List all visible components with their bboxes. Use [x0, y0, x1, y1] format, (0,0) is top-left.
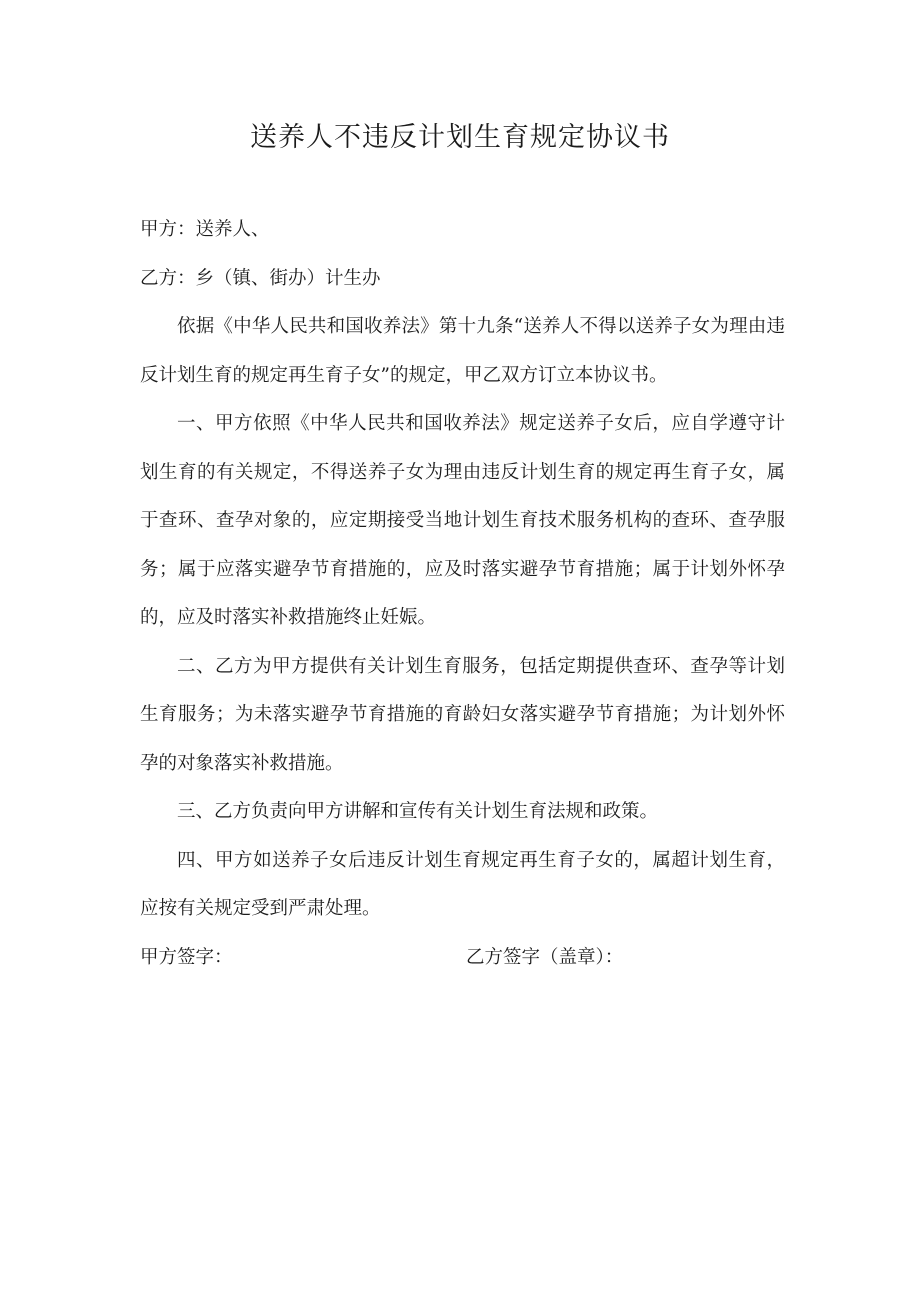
clause-3-paragraph: 三、乙方负责向甲方讲解和宣传有关计划生育法规和政策。: [177, 801, 659, 822]
clause-2-paragraph: 二、乙方为甲方提供有关计划生育服务，包括定期提供查环、查孕等计划生育服务；为未落实避孕节育措施的育龄妇女落实避孕节育措施；为计划外怀孕的对象落实补救措施。: [140, 655, 785, 774]
document-body: [140, 206, 785, 982]
party-b-signature-label: 乙方签字（盖章）：: [466, 946, 624, 968]
clause-1-paragraph: 一、甲方依照《中华人民共和国收养法》规定送养子女后，应自学遵守计划生育的有关规定，不得送养子女为理由违反计划生育的规定再生育子女，属于查环、查孕对象的，应定期接受当地计划生育技术服务机构的查环、查孕服务；属于应落实避孕节育措施的，应及时落实避孕节育措施；属于计划外怀孕的，应及时落实补救措施终止妊娠。: [140, 413, 785, 628]
party-b-line: 乙方：乡（镇、街办）计生办: [140, 267, 381, 289]
document-title: 送养人不违反计划生育规定协议书: [250, 122, 670, 153]
signature-row: [140, 934, 785, 983]
preamble-paragraph: 依据《中华人民共和国收养法》第十九条“送养人不得以送养子女为理由违反计划生育的规定再生育子女”的规定，甲乙双方订立本协议书。: [140, 316, 785, 386]
clause-4-paragraph: 四、甲方如送养子女后违反计划生育规定再生育子女的，属超计划生育，应按有关规定受到严肃处理。: [140, 849, 785, 919]
party-a-line: 甲方：送养人、: [140, 219, 270, 240]
party-a-signature-label: 甲方签字：: [140, 946, 233, 968]
